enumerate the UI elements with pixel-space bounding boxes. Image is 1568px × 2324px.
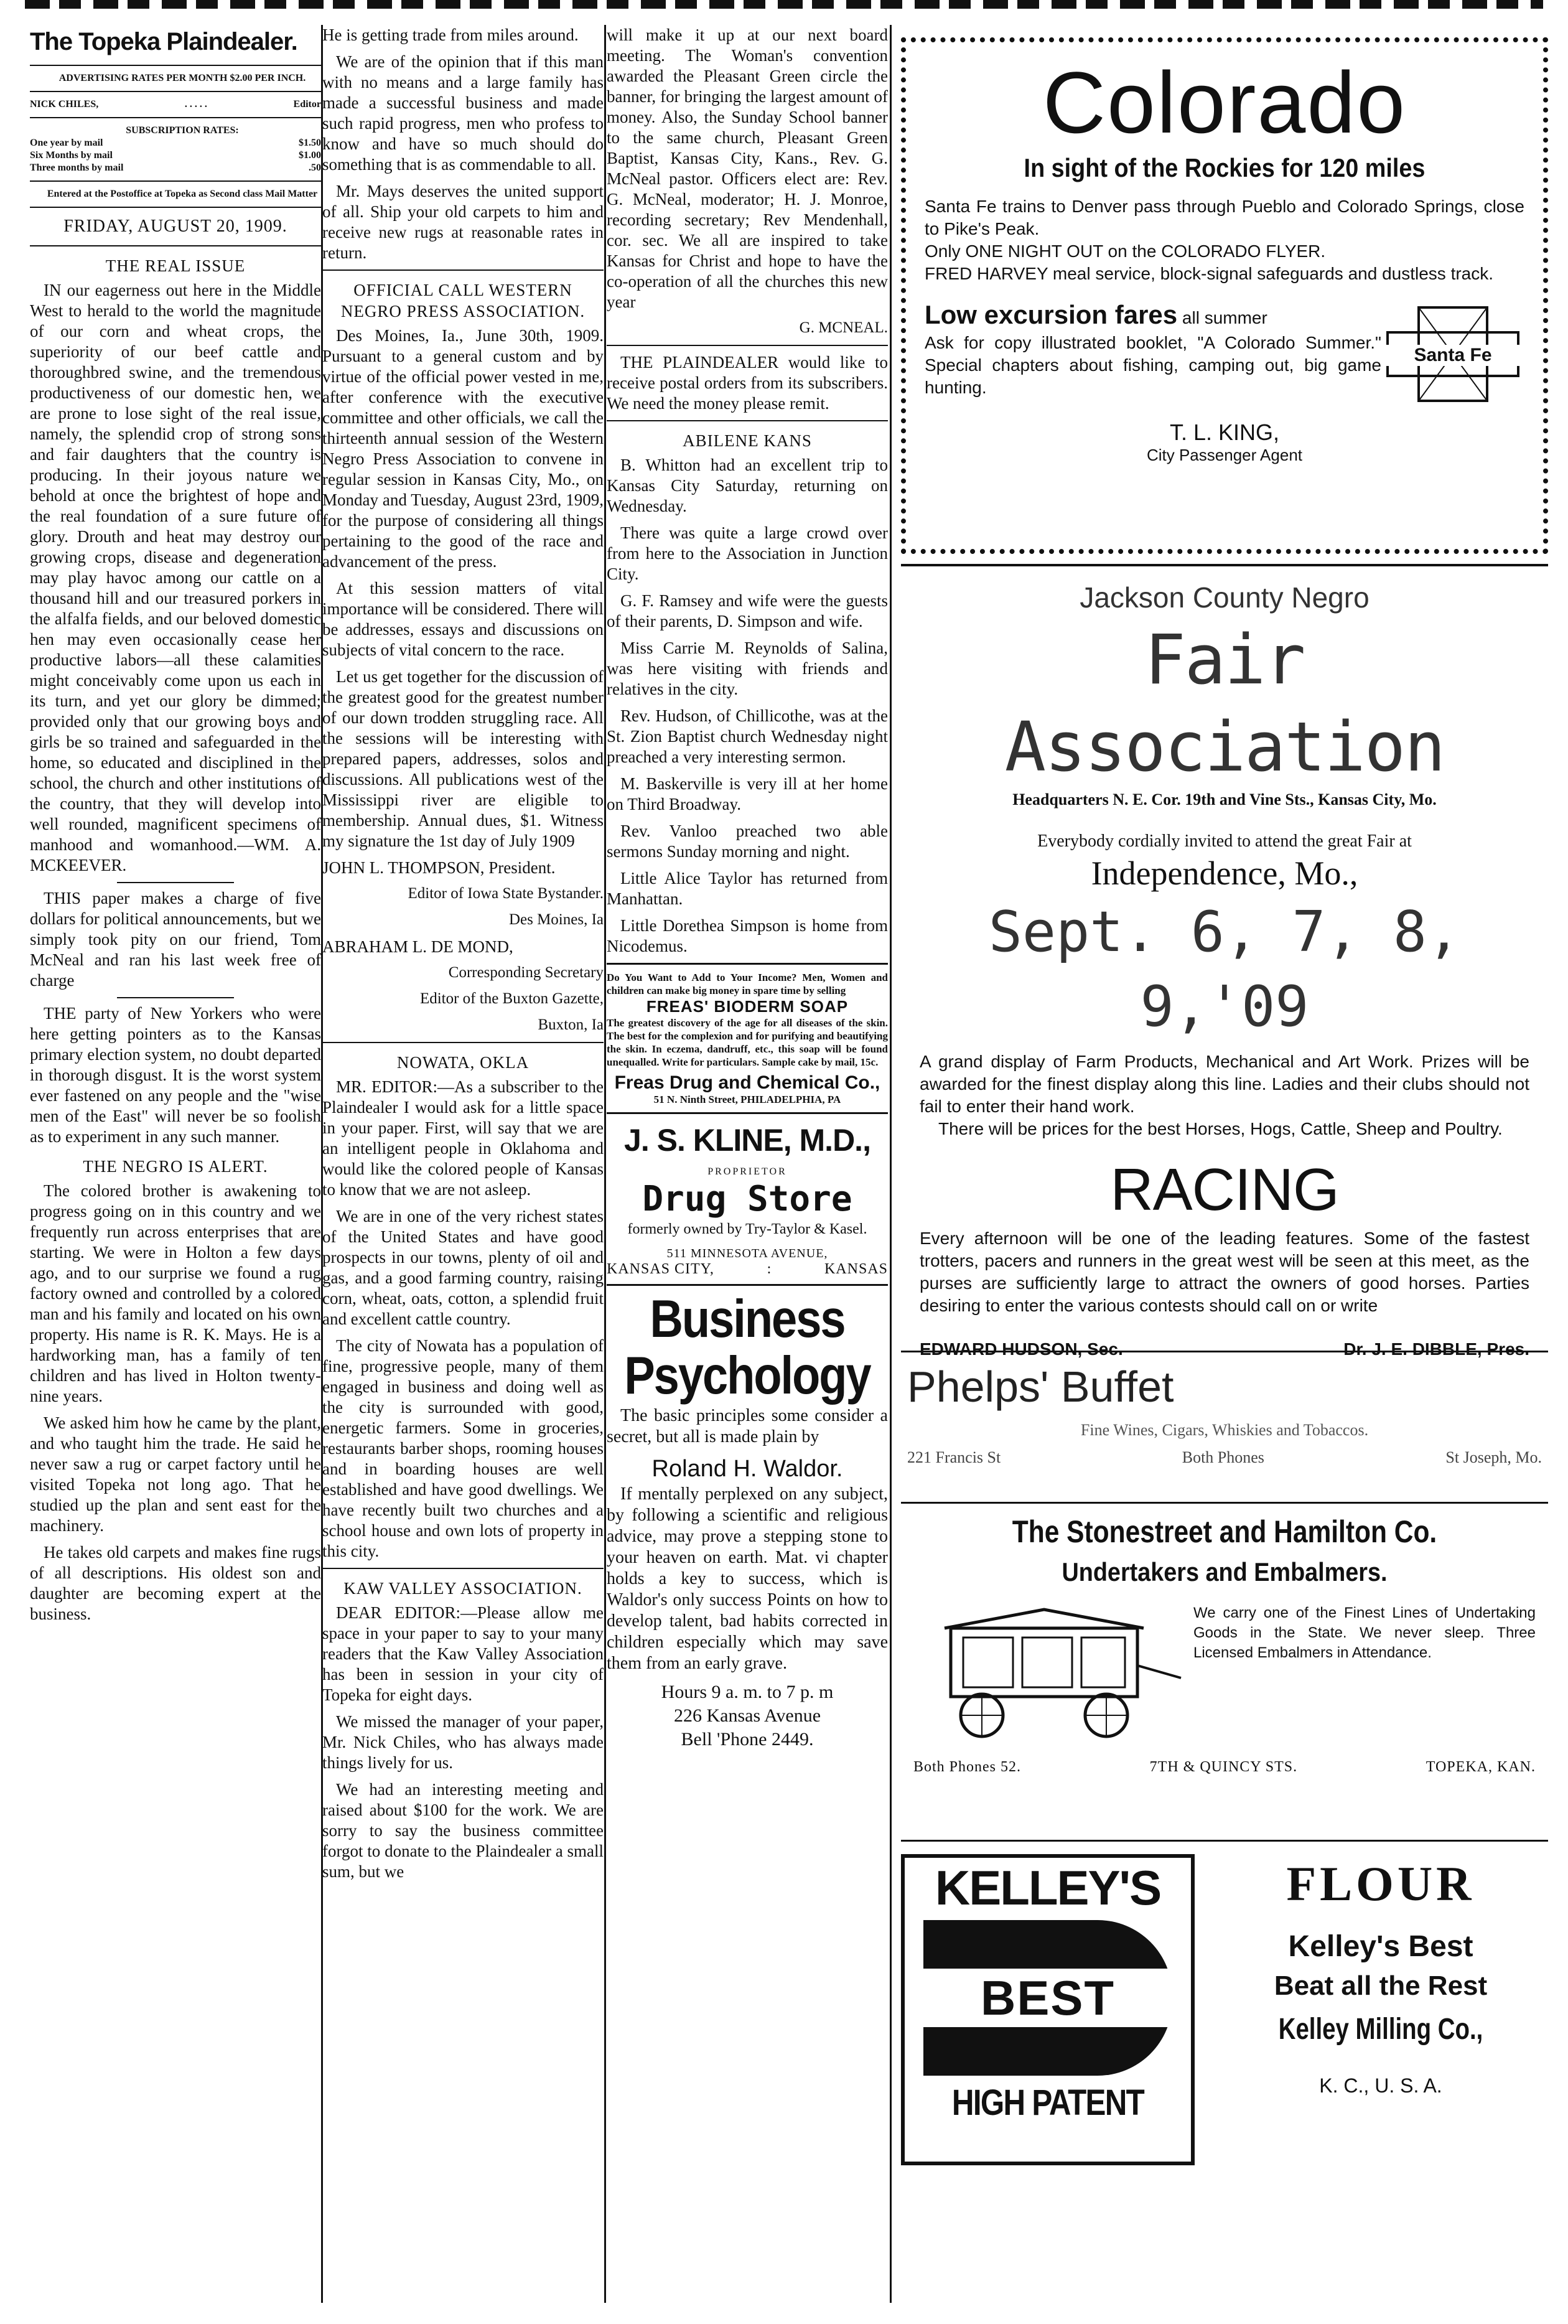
soap-intro: Do You Want to Add to Your Income? Men, Women and children can make big money in spare time by selling xyxy=(607,972,888,996)
santa-fe-logo-text: Santa Fe xyxy=(1381,345,1524,366)
fair-line-1: Jackson County Negro xyxy=(1080,581,1370,614)
rate-label: Three months by mail xyxy=(30,162,124,173)
racing-heading: RACING xyxy=(1110,1156,1339,1223)
kelley-line-4: K. C., U. S. A. xyxy=(1319,2074,1442,2097)
soap-address: 51 N. Ninth Street, PHILADELPHIA, PA xyxy=(653,1094,841,1105)
editor-dots: . . . . . xyxy=(184,99,207,110)
article-continued-p2: We are of the opinion that if this man with no means and a large family has made a successful business and made such rapid progress, men who profess to know and have so much should do something that is as commendable to all. xyxy=(322,52,604,174)
fair-p2: There will be prices for the best Horses, Hogs, Cattle, Sheep and Poultry. xyxy=(938,1119,1503,1138)
nowata-p2: We are in one of the very richest states of the United States and have good prospects in our towns, plenty of oil and gas, and a good farming country, raising corn, wheat, oats, cotton, a splendid fruit and excellent cattle country. xyxy=(322,1207,604,1328)
article-new-yorkers: THE party of New Yorkers who were here getting pointers as to the Kansas primary election system, no doubt departed in thorough disgust. It is the worst system ever fastened on any people and the "wise men of the East" will never be so foolish as to experiment in any such manner. xyxy=(30,1004,321,1146)
abilene-item: There was quite a large crowd over from here to the Association in Junction City. xyxy=(607,523,888,583)
editor-line xyxy=(30,98,321,111)
ad-freas-soap xyxy=(607,971,888,1106)
article-real-issue: IN our eagerness out here in the Middle West to herald to the world the magnitude of our corn and wheat crops, the superiority of our beef cattle and thoroughbred swine, and the tremendous productiveness of our domestic hen, we are prone to lose sight of the real issue, namely, the splendid crop of strong sons and fair daughters that the country is producing. In their joyous nature we behold at once the brightest of hope and the real foundation of a sure future of glory. Drouth and heat may destroy our growing crops, disease and degeneration may play havoc among our cattle on a thousand hill and our treasured porkers in the alfalfa fields, and our beloved domestic hen may even occasionally cease her productive labors—all these calamities might conceivably come upon us each in its turn, and yet our glory be dimmed; provided only that our growing boys and girls be so trained and safeguarded in the home, so educated and disciplined in the school, the church and other institutions of the country, that they will develop into well rounded, magnificent specimens of manhood and womanhood.—WM. A. MCKEEVER. xyxy=(30,281,321,874)
colorado-fares-tail: all summer xyxy=(1182,308,1267,327)
column-1 xyxy=(30,25,321,2303)
abilene-item: Rev. Vanloo preached two able sermons Sunday morning and night. xyxy=(607,822,888,861)
racing-president: Dr. J. E. DIBBLE, Pres. xyxy=(1343,1339,1529,1359)
masthead-title: The Topeka Plaindealer. xyxy=(30,28,297,55)
kaw-signature: G. MCNEAL. xyxy=(799,319,888,336)
kelley-text xyxy=(1195,1854,1548,2165)
stone-body-row xyxy=(913,1603,1536,1740)
press-p2: At this session matters of vital importance will be considered. There will be addresses, essays and discussions on subjects of vital concern to the race. xyxy=(322,579,604,659)
phelps-address: 221 Francis St xyxy=(907,1448,1001,1466)
kline-name: J. S. KLINE, M.D., xyxy=(624,1123,870,1158)
kelley-logo xyxy=(901,1854,1195,2165)
column-2 xyxy=(322,25,604,2303)
kline-address: 511 MINNESOTA AVENUE, xyxy=(666,1247,828,1260)
colorado-fares-head: Low excursion fares xyxy=(925,300,1178,329)
bp-body: If mentally perplexed on any subject, by following a scientific and religious advice, may prove a stepping stone to your heaven on earth. Mat. vi chapter holds a key to success, which is Waldor's only success Points on how to develop talent, bad habits corrected in children especially which may save them from an early grave. xyxy=(607,1484,888,1673)
ad-stonestreet-hamilton xyxy=(901,1504,1548,1842)
abilene-item: Little Dorethea Simpson is home from Nicodemus. xyxy=(607,916,888,955)
kline-role: PROPRIETOR xyxy=(707,1166,787,1177)
abilene-item: G. F. Ramsey and wife were the guests of their parents, D. Simpson and wife. xyxy=(607,591,888,630)
soap-body: The greatest discovery of the age for all diseases of the skin. The best for the complexion and for purifying and beautifying the skin. In eczema, dandruff, etc., this soap will be found unequalled. Write for particulars. Sample cake by mail, 15c. xyxy=(607,1017,888,1068)
colorado-p3: FRED HARVEY meal service, block-signal safeguards and dustless track. xyxy=(925,264,1494,283)
article-continued-p3: Mr. Mays deserves the united support of all. Ship your old carpets to him and receive new rugs at reasonable rates in return. xyxy=(322,182,604,262)
colorado-subtitle: In sight of the Rockies for 120 miles xyxy=(1024,153,1426,182)
kelley-flour: FLOUR xyxy=(1286,1857,1475,1911)
kline-city-line xyxy=(607,1261,888,1278)
article-charge: THIS paper makes a charge of five dollars for political announcements, but we simply took pity on our friend, Tom McNeal and ran his last week free of charge xyxy=(30,889,321,990)
kline-separator: : xyxy=(767,1261,772,1277)
headline-real-issue: THE REAL ISSUE xyxy=(105,256,246,275)
bp-phone: Bell 'Phone 2449. xyxy=(681,1729,814,1750)
press-signature-line: Corresponding Secretary xyxy=(448,964,604,981)
bp-hours: Hours 9 a. m. to 7 p. m xyxy=(661,1682,834,1702)
stone-street: 7TH & QUINCY STS. xyxy=(1149,1759,1298,1775)
phelps-city: St Joseph, Mo. xyxy=(1445,1448,1542,1466)
ad-kelley-flour xyxy=(901,1842,1548,2165)
kline-former: formerly owned by Try-Taylor & Kasel. xyxy=(627,1221,867,1237)
santa-fe-logo xyxy=(1381,301,1524,407)
kaw-p3: We had an interesting meeting and raised about $100 for the work. We are sorry to say the business committee forgot to donate to the Plaindealer a small sum, but we xyxy=(322,1780,604,1881)
bp-address: 226 Kansas Avenue xyxy=(673,1705,821,1726)
colorado-p2: Only ONE NIGHT OUT on the COLORADO FLYER. xyxy=(925,241,1326,261)
stone-phone: Both Phones 52. xyxy=(913,1759,1022,1775)
article-negro-alert-p2: We asked him how he came by the plant, and who taught him the trade. He said he never saw a rug or carpet factory until he visited Topeka not long ago. That he studied up the plan and sent east for the machinery. xyxy=(30,1413,321,1535)
stone-footer xyxy=(913,1759,1536,1776)
stone-title: The Stonestreet and Hamilton Co. xyxy=(1012,1514,1437,1549)
plaindealer-notice: THE PLAINDEALER would like to receive postal orders from its subscribers. We need the money please remit. xyxy=(607,353,888,413)
soap-heading: FREAS' BIODERM SOAP xyxy=(646,997,849,1016)
rate-row xyxy=(30,162,321,174)
rate-label: Six Months by mail xyxy=(30,150,113,161)
rate-price: $1.00 xyxy=(299,150,321,161)
phelps-line: Fine Wines, Cigars, Whiskies and Tobaccos. xyxy=(1080,1421,1369,1439)
ad-phelps-buffet xyxy=(901,1352,1548,1504)
fair-p1: A grand display of Farm Products, Mechanical and Art Work. Prizes will be awarded for the finest display along this line. Ladies and their clubs should not fail to enter their hand work. xyxy=(920,1052,1529,1116)
press-signature-line: Buxton, Ia xyxy=(538,1016,604,1033)
column-4-ads xyxy=(901,25,1548,2303)
column-rule xyxy=(604,25,606,2303)
ad-fair-association xyxy=(901,573,1548,1359)
racing-p: Every afternoon will be one of the leading features. Some of the fastest trotters, pacers and runners in the great west will be seen at this meet, as the purses are sufficiently large to attract the owners of good horses. Parties desiring to enter the various contests should call on or write xyxy=(920,1229,1529,1315)
stone-subtitle: Undertakers and Embalmers. xyxy=(1062,1557,1388,1586)
kelley-line-1: Kelley's Best xyxy=(1288,1930,1473,1963)
bp-title-1: Business xyxy=(650,1288,845,1349)
headline-kaw-valley: KAW VALLEY ASSOCIATION. xyxy=(343,1579,582,1598)
abilene-item: Rev. Hudson, of Chillicothe, was at the St. Zion Baptist church Wednesday night preached a very interesting sermon. xyxy=(607,706,888,766)
kelley-logo-best: BEST xyxy=(923,1969,1172,2027)
top-border xyxy=(25,0,1543,9)
bp-intro: The basic principles some consider a secret, but all is made plain by xyxy=(607,1406,888,1446)
soap-company: Freas Drug and Chemical Co., xyxy=(614,1072,880,1093)
kelley-line-3: Kelley Milling Co., xyxy=(1278,2013,1483,2046)
press-signature-name: JOHN L. THOMPSON, President. xyxy=(322,858,556,877)
hearse-icon xyxy=(913,1603,1187,1740)
nowata-p1: MR. EDITOR:—As a subscriber to the Plaindealer I would ask for a little space in your paper. First, will say that we are an intelligent people in Oklahoma and would like the colored people of Kansas to know that we are not asleep. xyxy=(322,1077,604,1199)
press-signature-line: Editor of the Buxton Gazette, xyxy=(419,990,604,1007)
headline-abilene: ABILENE KANS xyxy=(683,431,812,450)
colorado-fares-block xyxy=(925,301,1524,407)
colorado-fares-line xyxy=(925,301,1381,332)
press-signature-line: Editor of Iowa State Bystander. xyxy=(408,885,604,902)
ad-kline-drug-store xyxy=(607,1120,888,1278)
press-p3: Let us get together for the discussion of the greatest good for the greatest number of our down trodden struggling race. All the sessions will be interesting with prepared papers, addresses, solos and discussions. All publications west of the Mississippi river are eligible to membership. Annual dues, $1. Witness my signature the 1st day of July 1909 xyxy=(322,667,604,850)
dateline: FRIDAY, AUGUST 20, 1909. xyxy=(63,217,287,236)
entered-notice: Entered at the Postoffice at Topeka as Second class Mail Matter xyxy=(47,189,318,199)
bp-title-2: Psychology xyxy=(624,1345,870,1405)
column-rule xyxy=(890,25,892,2303)
kaw-p2: We missed the manager of your paper, Mr. Nick Chiles, who has always made things lively for us. xyxy=(322,1712,604,1772)
racing-secretary: EDWARD HUDSON, Sec. xyxy=(920,1339,1123,1359)
fair-line-2: Fair Association xyxy=(1004,620,1445,787)
abilene-item: Miss Carrie M. Reynolds of Salina, was here visiting with friends and relatives in the city. xyxy=(607,639,888,698)
colorado-fares-text xyxy=(925,301,1381,407)
rate-row xyxy=(30,149,321,162)
phelps-phone: Both Phones xyxy=(1182,1448,1264,1466)
headline-negro-alert: THE NEGRO IS ALERT. xyxy=(83,1157,268,1176)
article-negro-alert-p1: The colored brother is awakening to progress going on in this country and we frequently run across enterprises that are starting. We were in Holton a few days ago, and to our surprise we found a rug factory owned and controlled by a colored man and his family and located on his own property. His name is R. K. Mays. He is a hardworking man, has a family of ten children and has lived in Holton twenty-nine years. xyxy=(30,1181,321,1405)
editor-name: NICK CHILES, xyxy=(30,99,99,110)
kline-city: KANSAS CITY, xyxy=(607,1261,714,1277)
ad-business-psychology xyxy=(607,1288,888,1751)
headline-press-association: OFFICIAL CALL WESTERN NEGRO PRESS ASSOCIATION. xyxy=(340,281,586,321)
abilene-item: M. Baskerville is very ill at her home on Third Broadway. xyxy=(607,774,888,813)
kaw-continued: will make it up at our next board meeting. The Woman's convention awarded the Pleasant Green circle the banner, for bringing the largest amount of money. Also, the Sunday School banner to the same church, Pleasant Green Baptist, Kansas City, Kans., Rev. G. McNeal pastor. Officers elect are: Rev. G. McNeal, moderator; H. J. Monroe, recording secretary; Rev Mendenhall, cor. sec. We all are inspired to take Kansas for Christ and hope to have the co-operation of all the churches this new year xyxy=(607,26,888,311)
colorado-p4: Ask for copy illustrated booklet, "A Colorado Summer." Special chapters about fishing, camping out, big game hunting. xyxy=(925,333,1381,397)
fair-invite: Everybody cordially invited to attend the great Fair at xyxy=(1037,832,1412,851)
subscription-rates xyxy=(30,137,321,174)
kelley-logo-top: KELLEY'S xyxy=(935,1860,1161,1915)
colorado-agent-title: City Passenger Agent xyxy=(1146,446,1303,464)
rate-row xyxy=(30,137,321,149)
rate-price: .50 xyxy=(309,162,321,173)
fair-place: Independence, Mo., xyxy=(1091,855,1358,892)
rate-label: One year by mail xyxy=(30,138,103,148)
colorado-title: Colorado xyxy=(1042,54,1407,151)
abilene-item: B. Whitton had an excellent trip to Kansas City Saturday, returning on Wednesday. xyxy=(607,456,888,515)
press-p1: Des Moines, Ia., June 30th, 1909. Pursuant to a general custom and by virtue of the official power vested in me, after conference with the executive committee and other officials, we call the thirteenth annual session of the Western Negro Press Association to convene in regular session in Kansas City, Mo., on Monday and Tuesday, August 23rd, 1909, for the purpose of considering all things pertaining to the good of the race and advancement of the press. xyxy=(322,326,604,571)
press-signature-line: Des Moines, Ia xyxy=(508,911,604,928)
kaw-p1: DEAR EDITOR:—Please allow me space in your paper to say to your many readers that the Kaw Valley Association has been in session in your city of Topeka for eight days. xyxy=(322,1603,604,1704)
article-continued-p1: He is getting trade from miles around. xyxy=(322,26,579,44)
headline-nowata: NOWATA, OKLA xyxy=(396,1053,530,1072)
stone-body: We carry one of the Finest Lines of Undertaking Goods in the State. We never sleep. Three Licensed Embalmers in Attendance. xyxy=(1193,1605,1536,1661)
subscription-heading: SUBSCRIPTION RATES: xyxy=(126,125,239,136)
colorado-p1: Santa Fe trains to Denver pass through Pueblo and Colorado Springs, close to Pike's Peak. xyxy=(925,197,1524,238)
column-3 xyxy=(607,25,888,2303)
ad-colorado xyxy=(901,37,1548,554)
abilene-item: Little Alice Taylor has returned from Manhattan. xyxy=(607,869,888,908)
kelley-b-letter xyxy=(923,1920,1172,2076)
ad-rates: ADVERTISING RATES PER MONTH $2.00 PER INCH. xyxy=(58,73,306,83)
article-negro-alert-p3: He takes old carpets and makes fine rugs of all descriptions. His oldest son and daughter are becoming expert at the business. xyxy=(30,1543,321,1623)
nowata-p3: The city of Nowata has a population of fine, progressive people, many of them engaged in business and doing well as the city is surrounded with good, energetic farmers. Some in groceries, restaurants barber shops, rooming houses and in boarding houses are well established and have good dwellings. We have recently built two churches and a school house and own lots of property in this city. xyxy=(322,1336,604,1560)
editor-label: Editor xyxy=(293,99,321,110)
stone-city: TOPEKA, KAN. xyxy=(1426,1759,1536,1775)
fair-dates: Sept. 6, 7, 8, 9,'09 xyxy=(988,899,1461,1039)
kline-store: Drug Store xyxy=(642,1179,852,1219)
kelley-logo-bottom: HIGH PATENT xyxy=(951,2083,1144,2123)
press-signature-name: ABRAHAM L. DE MOND, xyxy=(322,937,513,956)
rate-price: $1.50 xyxy=(299,138,321,148)
phelps-title: Phelps' Buffet xyxy=(907,1362,1174,1411)
kelley-line-2: Beat all the Rest xyxy=(1274,1970,1488,2001)
bp-author: Roland H. Waldor. xyxy=(651,1456,843,1482)
fair-headquarters: Headquarters N. E. Cor. 19th and Vine Sts., Kansas City, Mo. xyxy=(1012,790,1437,808)
colorado-agent: T. L. KING, xyxy=(1169,419,1280,445)
kline-state: KANSAS xyxy=(824,1261,888,1277)
phelps-footer xyxy=(907,1448,1542,1467)
